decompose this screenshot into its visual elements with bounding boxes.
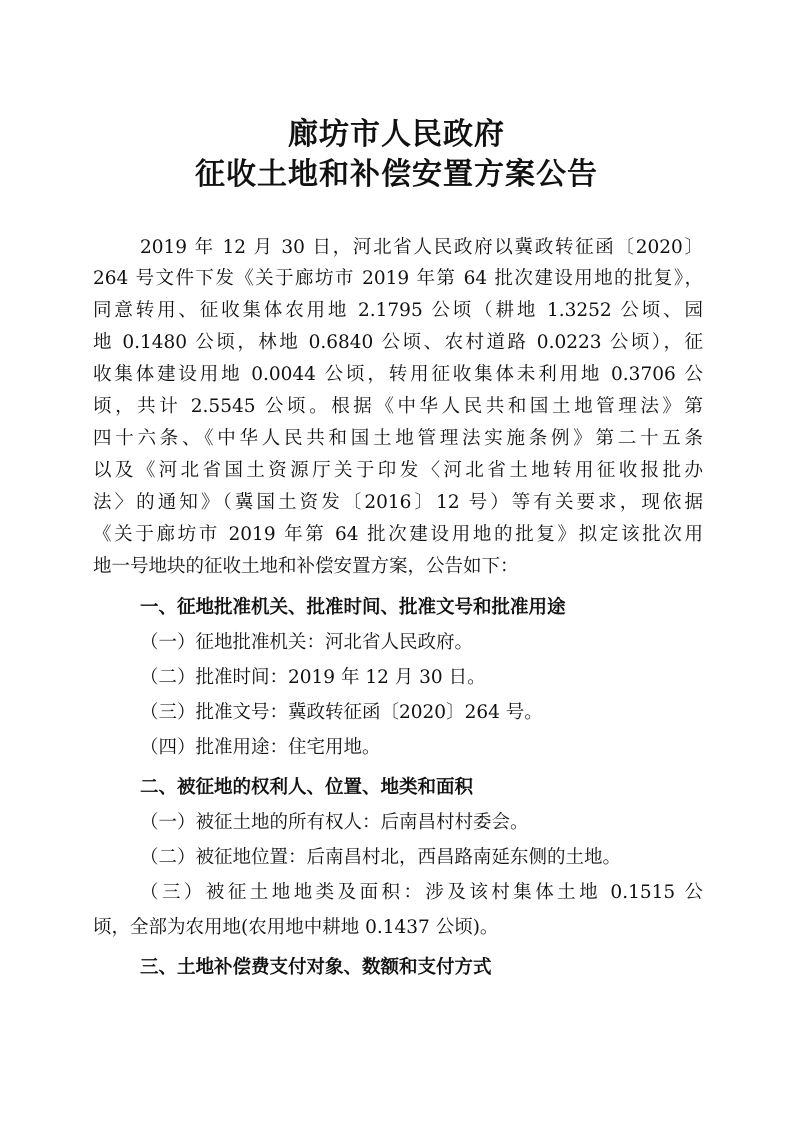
intro-line: 地 0.1480 公顷，林地 0.6840 公顷、农村道路 0.0223 公顷），征 xyxy=(93,332,703,353)
intro-line: 顷，共计 2.5545 公顷。根据《中华人民共和国土地管理法》第 xyxy=(93,396,703,417)
intro-line: 地一号地块的征收土地和补偿安置方案，公告如下： xyxy=(93,556,519,577)
section-1-heading: 一、征地批准机关、批准时间、批准文号和批准用途 xyxy=(140,597,566,618)
section-2-item: （二）被征地位置：后南昌村北，西昌路南延东侧的土地。 xyxy=(140,847,622,868)
document-title-line-2: 征收土地和补偿安置方案公告 xyxy=(195,157,598,192)
section-2-heading: 二、被征地的权利人、位置、地类和面积 xyxy=(140,777,474,798)
intro-line: 收集体建设用地 0.0044 公顷，转用征收集体未利用地 0.3706 公 xyxy=(93,364,703,385)
section-1-item: （二）批准时间：2019 年 12 月 30 日。 xyxy=(140,667,486,688)
section-1-item: （三）批准文号：冀政转征函〔2020〕264 号。 xyxy=(140,702,543,723)
section-2-item-3-line-2: 顷，全部为农用地(农用地中耕地 0.1437 公顷)。 xyxy=(93,917,499,938)
intro-line: 2019 年 12 月 30 日，河北省人民政府以冀政转征函〔2020〕 xyxy=(140,237,703,258)
intro-line: 264 号文件下发《关于廊坊市 2019 年第 64 批次建设用地的批复》， xyxy=(93,268,703,289)
intro-line: 法〉的通知》（冀国土资发〔2016〕12 号）等有关要求，现依据 xyxy=(93,492,703,513)
section-2-item-3-line-1: （三）被征土地地类及面积：涉及该村集体土地 0.1515 公 xyxy=(140,882,703,903)
section-2-item: （一）被征土地的所有权人：后南昌村村委会。 xyxy=(140,812,529,833)
intro-line: 同意转用、征收集体农用地 2.1795 公顷（耕地 1.3252 公顷、园 xyxy=(93,300,703,321)
intro-line: 四十六条、《中华人民共和国土地管理法实施条例》第二十五条 xyxy=(93,428,703,449)
section-1-item: （一）征地批准机关：河北省人民政府。 xyxy=(140,632,474,653)
document-title-line-1: 廊坊市人民政府 xyxy=(288,117,505,152)
section-3-heading: 三、土地补偿费支付对象、数额和支付方式 xyxy=(140,957,492,978)
intro-line: 《关于廊坊市 2019 年第 64 批次建设用地的批复》拟定该批次用 xyxy=(93,524,703,545)
section-1-item: （四）批准用途：住宅用地。 xyxy=(140,737,381,758)
intro-line: 以及《河北省国土资源厅关于印发〈河北省土地转用征收报批办 xyxy=(93,460,703,481)
